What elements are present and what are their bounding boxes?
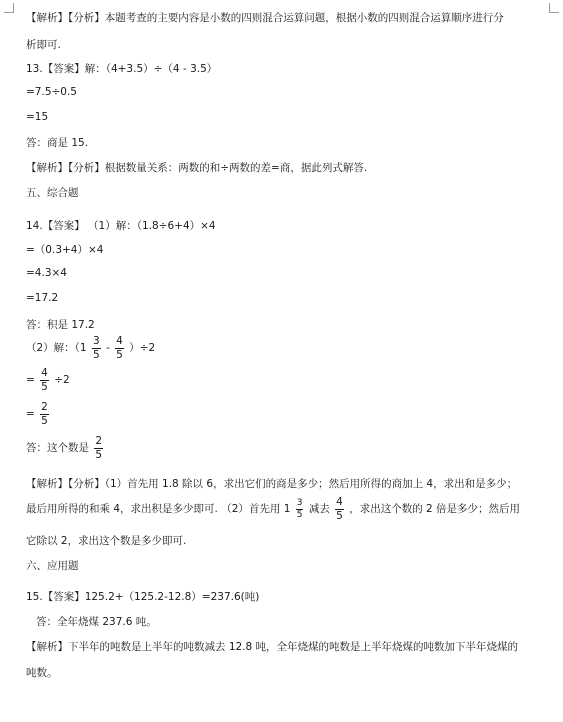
q15-analysis-line2: 吨数。 <box>26 667 58 679</box>
minus-sign: - <box>106 342 110 354</box>
fraction-denominator: 5 <box>336 509 343 522</box>
divide-by-two: ÷2 <box>54 374 70 386</box>
fraction-3-5 <box>296 499 304 520</box>
q14-answer: 14.【答案】 （1）解：（1.8÷6+4）×4 <box>26 220 216 232</box>
q14-analysis-line2 <box>26 497 520 521</box>
q14-step3: =17.2 <box>26 292 59 304</box>
q12-analysis-line1: 【解析】【分析】本题考查的主要内容是小数的四则混合运算问题，根据小数的四则混合运算顺序进行分 <box>26 12 504 24</box>
page-corner-mark-left <box>4 3 14 13</box>
q14-analysis-line3: 它除以 2，求出这个数是多少即可. <box>26 535 187 547</box>
page-corner-mark-right <box>549 3 559 13</box>
q14-part2-prefix: （2）解：（1 <box>26 342 87 354</box>
equals-sign: = <box>26 408 35 420</box>
q14-analysis-line2c: ，求出这个数的 2 倍是多少；然后用 <box>349 503 521 515</box>
fraction-denominator: 5 <box>296 509 303 520</box>
fraction-denominator: 5 <box>41 414 48 427</box>
fraction-numerator: 4 <box>41 367 48 379</box>
q13-analysis: 【解析】【分析】根据数量关系：两数的和÷两数的差=商，据此列式解答. <box>26 162 368 174</box>
q12-analysis-line2: 析即可. <box>26 39 61 51</box>
fraction-4-5 <box>335 497 344 521</box>
q13-step1: =7.5÷0.5 <box>26 86 77 98</box>
fraction-denominator: 5 <box>41 380 48 393</box>
fraction-denominator: 5 <box>95 448 103 461</box>
q14-part2-step1 <box>26 368 70 392</box>
fraction-4-5 <box>115 336 124 360</box>
q14-analysis-line1: 【解析】【分析】（1）首先用 1.8 除以 6，求出它们的商是多少；然后用所得的商加上 4，求出和是多少； <box>26 478 518 490</box>
q13-answer: 13.【答案】解：（4+3.5）÷（4 - 3.5） <box>26 63 218 75</box>
fraction-numerator: 2 <box>95 435 103 447</box>
fraction-numerator: 4 <box>116 335 123 347</box>
q14-analysis-line2a: 最后用所得的和乘 4，求出积是多少即可. （2）首先用 1 <box>26 503 291 515</box>
q15-result: 答：全年烧煤 237.6 吨。 <box>36 616 157 628</box>
q13-step2: =15 <box>26 111 49 123</box>
fraction-numerator: 2 <box>41 401 48 413</box>
equals-sign: = <box>26 374 35 386</box>
q14-result1: 答：积是 17.2 <box>26 319 95 331</box>
q14-result2-prefix: 答：这个数是 <box>26 442 89 454</box>
q14-step2: =4.3×4 <box>26 267 67 279</box>
section-heading-6: 六、应用题 <box>26 560 79 572</box>
fraction-denominator: 5 <box>116 348 123 361</box>
q14-part2-expression <box>26 336 155 360</box>
q14-analysis-line2b: 减去 <box>308 503 330 515</box>
q13-result: 答：商是 15. <box>26 137 89 149</box>
fraction-3-5 <box>92 336 101 360</box>
fraction-2-5 <box>94 436 103 460</box>
fraction-4-5 <box>40 368 49 392</box>
fraction-denominator: 5 <box>92 348 100 361</box>
section-heading-5: 五、综合题 <box>26 187 79 199</box>
q14-part2-step2 <box>26 402 51 426</box>
q14-result2 <box>26 436 105 460</box>
fraction-numerator: 3 <box>296 497 303 508</box>
fraction-numerator: 3 <box>92 335 100 347</box>
q14-part2-suffix: ）÷2 <box>129 342 156 354</box>
q14-step1: =（0.3+4）×4 <box>26 244 104 256</box>
q15-answer: 15.【答案】125.2+（125.2-12.8）=237.6(吨) <box>26 591 260 603</box>
q15-analysis-line1: 【解析】下半年的吨数是上半年的吨数减去 12.8 吨，全年烧煤的吨数是上半年烧煤的吨数加下半年烧煤的 <box>26 641 519 653</box>
fraction-numerator: 4 <box>336 496 343 508</box>
fraction-2-5 <box>40 402 49 426</box>
